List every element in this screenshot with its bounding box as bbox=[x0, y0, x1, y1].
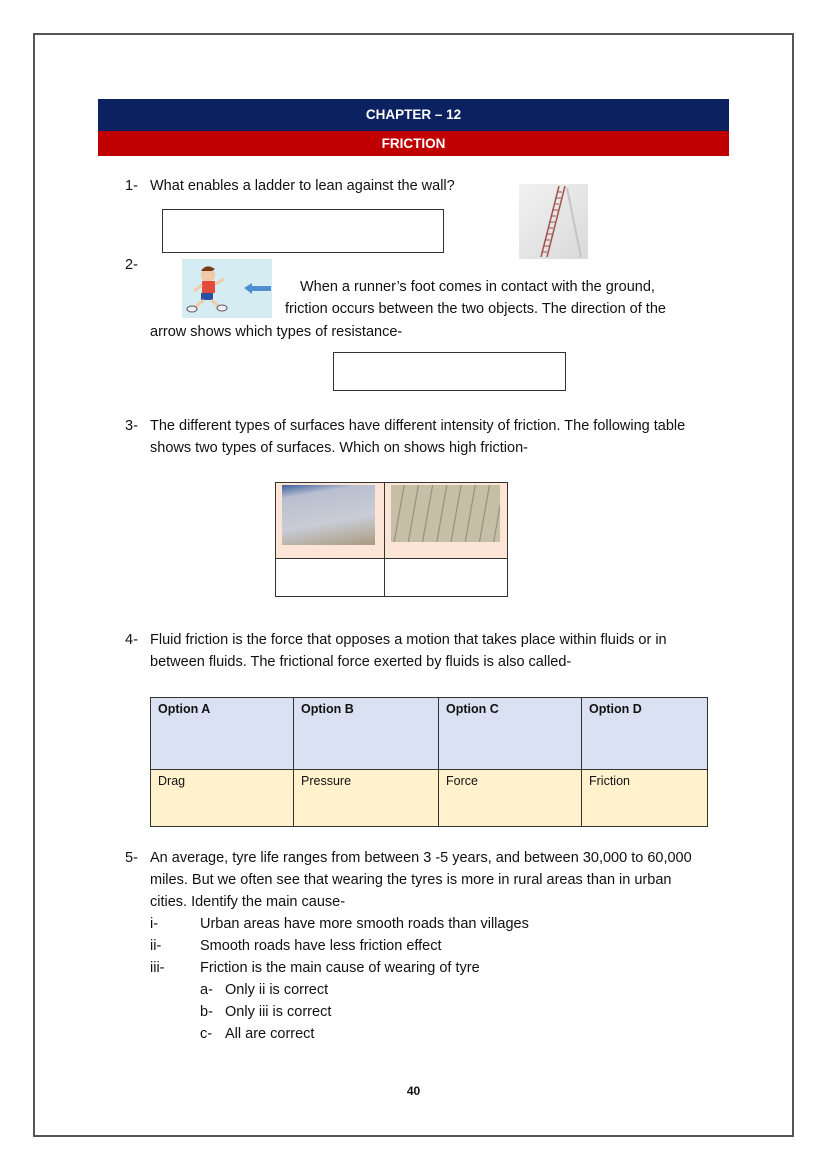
option-label: b- bbox=[200, 1004, 213, 1020]
surface-answer-cell-2[interactable] bbox=[385, 559, 508, 597]
question-2-number: 2- bbox=[125, 257, 138, 273]
surface-image-cell-1 bbox=[276, 483, 385, 559]
chapter-title: FRICTION bbox=[381, 136, 446, 151]
statement-text: Friction is the main cause of wearing of tyre bbox=[200, 960, 480, 976]
question-5-line-1: An average, tyre life ranges from between 3 -5 years, and between 30,000 to 60,000 bbox=[150, 850, 692, 866]
chapter-band bbox=[98, 99, 729, 131]
surface-answer-cell-1[interactable] bbox=[276, 559, 385, 597]
title-band bbox=[98, 131, 729, 156]
option-c-text[interactable]: All are correct bbox=[225, 1026, 315, 1042]
options-table bbox=[150, 697, 708, 827]
question-3-number: 3- bbox=[125, 418, 138, 434]
option-b-text[interactable]: Only iii is correct bbox=[225, 1004, 332, 1020]
surface-image-cell-2 bbox=[385, 483, 508, 559]
option-a-header: Option A bbox=[151, 698, 294, 770]
option-a-value[interactable]: Drag bbox=[151, 770, 294, 827]
question-3-line-2: shows two types of surfaces. Which on shows high friction- bbox=[150, 440, 528, 456]
question-4-line-2: between fluids. The frictional force exerted by fluids is also called- bbox=[150, 654, 572, 670]
option-d-header: Option D bbox=[582, 698, 708, 770]
option-a-text[interactable]: Only ii is correct bbox=[225, 982, 329, 998]
question-1-number: 1- bbox=[125, 178, 138, 194]
option-b-value[interactable]: Pressure bbox=[294, 770, 439, 827]
page-number: 40 bbox=[406, 1084, 421, 1098]
question-2-line-1: When a runner’s foot comes in contact with the ground, bbox=[300, 279, 655, 295]
ladder-icon bbox=[519, 184, 588, 259]
question-4-line-1: Fluid friction is the force that opposes a motion that takes place within fluids or in bbox=[150, 632, 667, 648]
question-5-line-2: miles. But we often see that wearing the tyres is more in rural areas than in urban bbox=[150, 872, 672, 888]
runner-icon bbox=[182, 259, 272, 318]
question-5-number: 5- bbox=[125, 850, 138, 866]
question-1-text: What enables a ladder to lean against the wall? bbox=[150, 178, 455, 194]
statement-label: ii- bbox=[150, 938, 162, 954]
statement-text: Urban areas have more smooth roads than villages bbox=[200, 916, 529, 932]
ladder-image bbox=[519, 184, 588, 259]
option-d-value[interactable]: Friction bbox=[582, 770, 708, 827]
statement-label: iii- bbox=[150, 960, 165, 976]
statement-label: i- bbox=[150, 916, 159, 932]
option-c-header: Option C bbox=[439, 698, 582, 770]
option-c-value[interactable]: Force bbox=[439, 770, 582, 827]
smooth-surface-image bbox=[282, 485, 375, 545]
question-1-answer-box[interactable] bbox=[162, 209, 444, 253]
question-3-line-1: The different types of surfaces have different intensity of friction. The following table bbox=[150, 418, 686, 434]
surface-table bbox=[275, 482, 508, 597]
chapter-heading: CHAPTER – 12 bbox=[365, 107, 462, 122]
runner-image bbox=[182, 259, 272, 318]
question-2-line-2: friction occurs between the two objects. The direction of the bbox=[285, 301, 666, 317]
question-2-answer-box[interactable] bbox=[333, 352, 566, 391]
question-2-line-3: arrow shows which types of resistance- bbox=[150, 324, 403, 340]
rough-surface-image bbox=[391, 485, 500, 542]
option-label: a- bbox=[200, 982, 213, 998]
question-4-number: 4- bbox=[125, 632, 138, 648]
option-label: c- bbox=[200, 1026, 213, 1042]
question-5-line-3: cities. Identify the main cause- bbox=[150, 894, 346, 910]
option-b-header: Option B bbox=[294, 698, 439, 770]
statement-text: Smooth roads have less friction effect bbox=[200, 938, 442, 954]
